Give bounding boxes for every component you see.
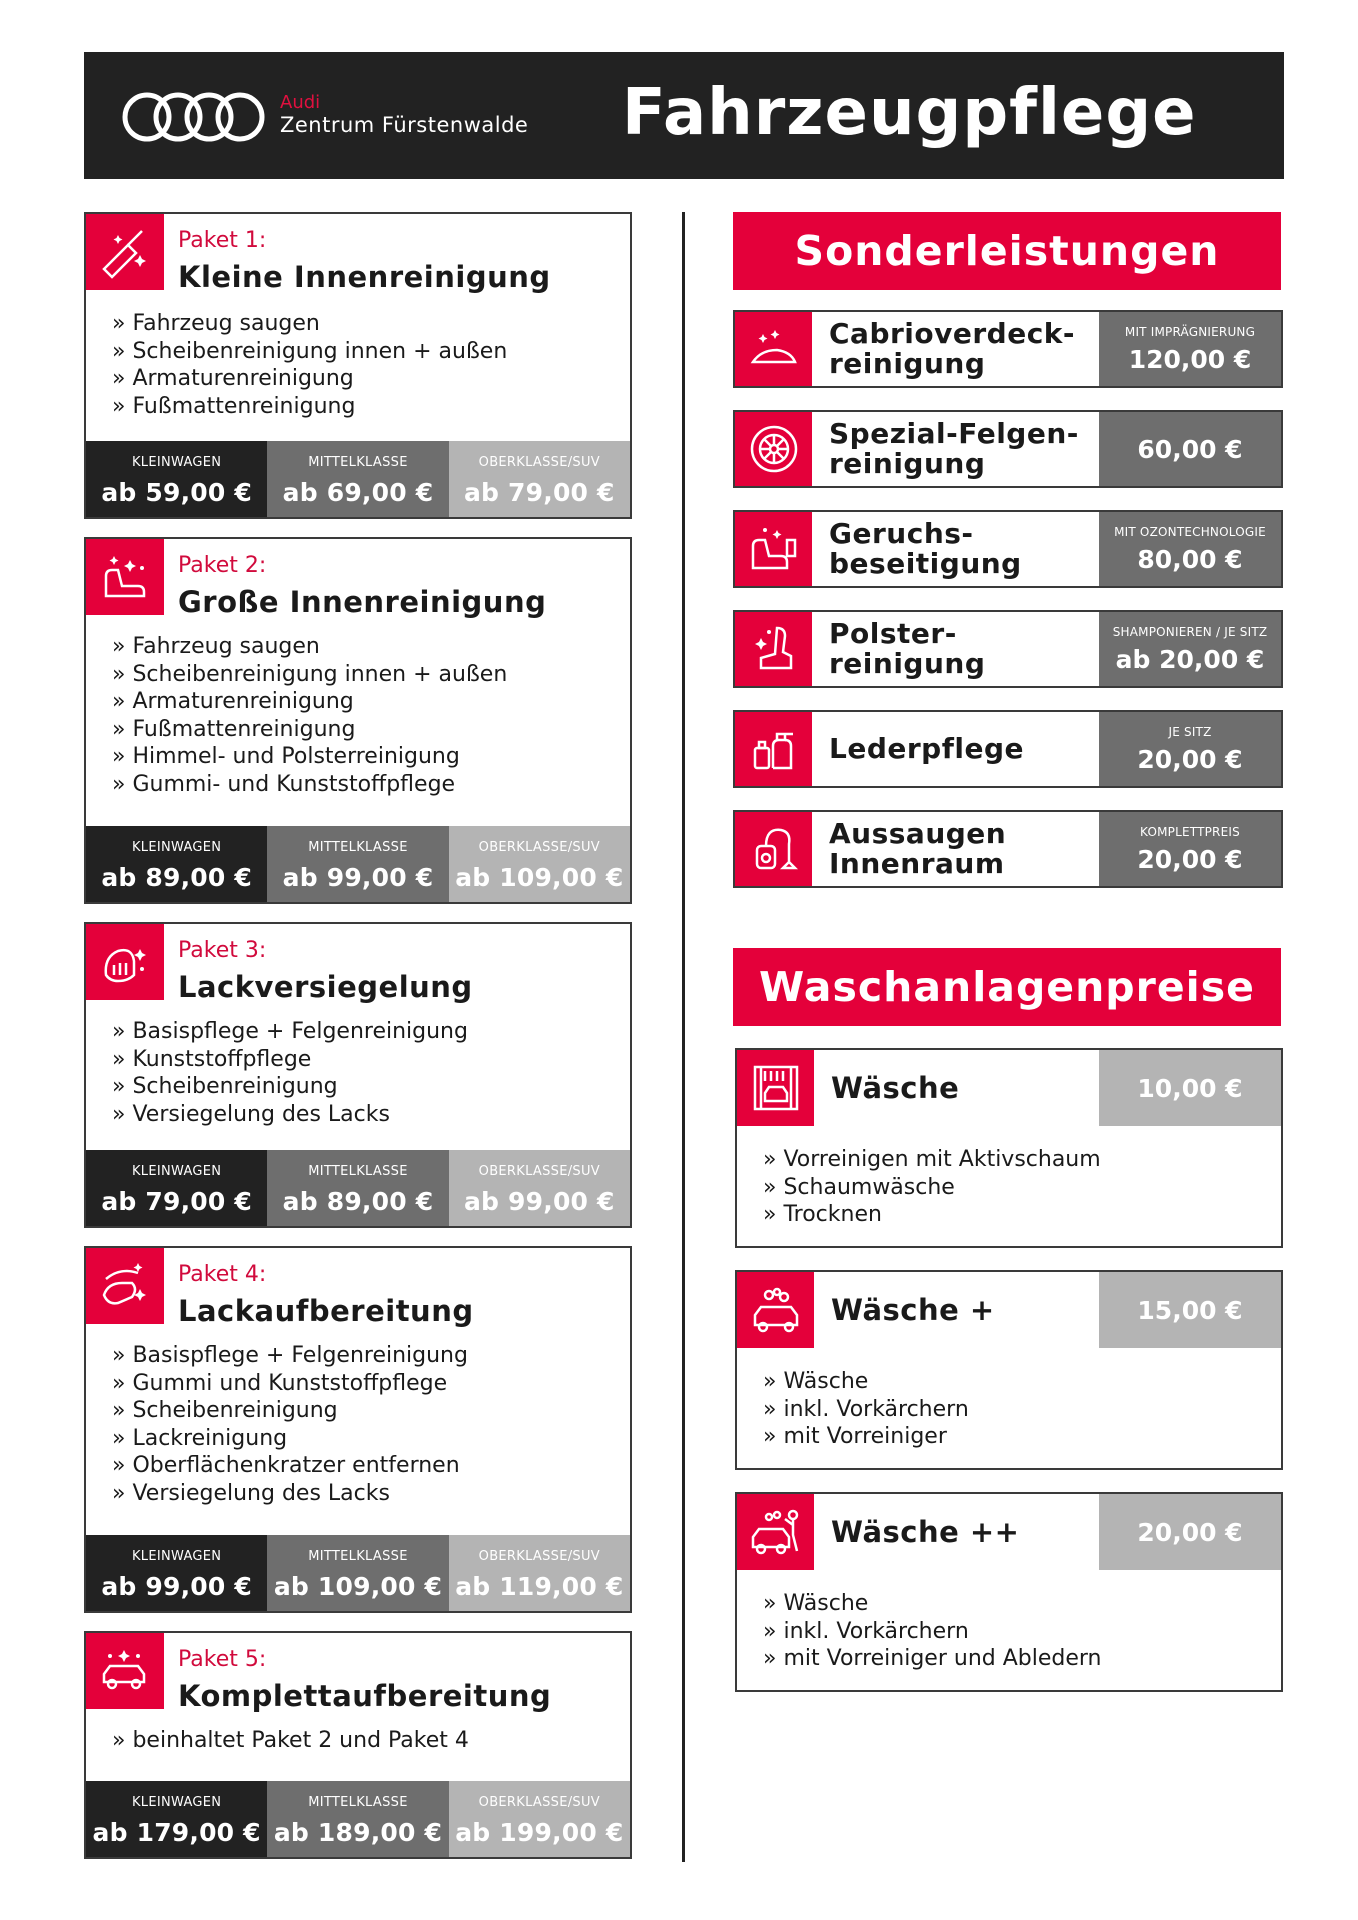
list-item: » Basispflege + Felgenreinigung [112,1343,468,1368]
price-value: ab 89,00 € [282,1187,434,1216]
price-row [86,1535,630,1611]
service-name-line2: beseitigung [829,547,1022,580]
paket-card-3 [84,922,632,1228]
service-name [829,712,1024,786]
price-label: KLEINWAGEN [131,1549,222,1564]
price-value: ab 189,00 € [273,1818,443,1847]
price-value: ab 179,00 € [92,1818,261,1847]
seat-icon [735,612,812,686]
list-item: » Lackreinigung [112,1425,288,1451]
list-item: » mit Vorreiniger [763,1424,947,1449]
list-item: » Versiegelung des Lacks [112,1101,390,1127]
price-value: 60,00 € [1137,434,1243,464]
service-price-box [1099,712,1281,786]
service-name-line2: reinigung [829,447,986,480]
paket-card-5 [84,1631,632,1859]
pressure-wash-icon [737,1494,814,1570]
wash-card-1 [735,1048,1283,1248]
wash-card-3 [735,1492,1283,1692]
price-label: KLEINWAGEN [131,1795,222,1810]
paket-card-1 [84,212,632,519]
wash-name: Wäsche ++ [831,1515,1020,1549]
paket-number: Paket 3: [178,938,267,963]
sparkling-car-icon [86,1633,164,1709]
list-item: » Fahrzeug saugen [112,634,320,659]
car-wash-icon [737,1050,814,1126]
price-row [86,1150,630,1226]
paket-number: Paket 1: [178,228,267,253]
service-name-line1: Spezial-Felgen- [829,417,1079,450]
vacuum-icon [735,812,812,886]
odor-removal-icon [735,512,812,586]
price-value: ab 99,00 € [463,1187,615,1216]
wash-price: 15,00 € [1099,1272,1281,1348]
price-oberklasse [449,1150,630,1226]
list-item: » Armaturenreinigung [112,366,354,391]
price-oberklasse [449,1535,630,1611]
list-item: » Himmel- und Polsterreinigung [112,744,460,769]
price-mittelklasse [267,1150,448,1226]
list-item: » Wäsche [763,1369,869,1394]
list-item: » Scheibenreinigung [112,1074,338,1099]
service-name-line1: Geruchs- [829,517,974,550]
header-banner [84,52,1284,179]
spray-bottle-icon [735,712,812,786]
list-item: » Trocknen [763,1202,882,1227]
price-label: OBERKLASSE/SUV [478,1164,600,1179]
paket-items [112,310,507,420]
price-value: ab 79,00 € [463,478,615,507]
hand-polish-icon [86,924,164,1000]
price-label: MITTELKLASSE [308,1795,408,1810]
price-mittelklasse [267,1781,448,1857]
service-name [829,312,1075,386]
paket-items [112,1018,468,1128]
list-item: » Fußmattenreinigung [112,393,356,419]
price-note: JE SITZ [1168,724,1212,739]
price-value: 80,00 € [1137,544,1243,574]
page-title: Fahrzeugpflege [622,76,1197,150]
price-value: ab 79,00 € [101,1187,252,1216]
wash-details [763,1590,1102,1673]
service-name [829,612,985,686]
price-oberklasse [449,1781,630,1857]
price-row [86,1781,630,1857]
brand-name: Audi [280,92,321,113]
price-label: MITTELKLASSE [308,1549,408,1564]
service-row-cabrio [733,310,1283,388]
price-label: KLEINWAGEN [131,455,222,470]
wash-price: 10,00 € [1099,1050,1281,1126]
window-cleaning-icon [86,214,164,290]
list-item: » Vorreinigen mit Aktivschaum [763,1147,1101,1172]
list-item: » Wäsche [763,1591,869,1616]
service-price-box [1099,412,1281,486]
price-kleinwagen [86,826,267,902]
foam-car-icon [737,1272,814,1348]
service-name [829,812,1006,886]
price-label: OBERKLASSE/SUV [478,1549,600,1564]
paket-items [112,1727,469,1755]
price-oberklasse [449,441,630,517]
paket-name: Große Innenreinigung [178,585,547,619]
list-item: » Gummi- und Kunststoffpflege [112,771,456,797]
interior-seat-icon [86,539,164,615]
price-value: ab 109,00 € [273,1572,443,1601]
price-label: OBERKLASSE/SUV [478,840,600,855]
paket-name: Kleine Innenreinigung [178,260,551,294]
price-label: MITTELKLASSE [308,840,408,855]
price-value: ab 109,00 € [455,863,624,892]
price-value: ab 119,00 € [455,1572,624,1601]
price-row [86,441,630,517]
list-item: » mit Vorreiniger und Abledern [763,1646,1102,1671]
paket-number: Paket 5: [178,1647,267,1672]
price-value: ab 99,00 € [101,1572,252,1601]
list-item: » Fahrzeug saugen [112,311,320,336]
list-item: » inkl. Vorkärchern [763,1618,969,1644]
price-label: KLEINWAGEN [131,840,222,855]
list-item: » Gummi und Kunststoffpflege [112,1370,448,1396]
price-label: KLEINWAGEN [131,1164,222,1179]
price-mittelklasse [267,1535,448,1611]
list-item: » Armaturenreinigung [112,689,354,714]
price-kleinwagen [86,441,267,517]
paket-name: Lackaufbereitung [178,1294,474,1328]
paket-number: Paket 4: [178,1262,267,1287]
service-price-box [1099,312,1281,386]
price-kleinwagen [86,1781,267,1857]
paket-items [112,1342,468,1507]
paket-name: Komplettaufbereitung [178,1679,552,1713]
brand-block [280,92,528,136]
price-value: ab 20,00 € [1115,644,1265,674]
wash-details [763,1368,969,1451]
price-value: ab 99,00 € [282,863,434,892]
wash-name: Wäsche [831,1071,960,1105]
service-price-box [1099,612,1281,686]
price-value: 120,00 € [1128,344,1252,374]
audi-rings-logo [122,90,267,144]
price-label: MITTELKLASSE [308,1164,408,1179]
price-value: ab 59,00 € [101,478,252,507]
price-label: OBERKLASSE/SUV [478,1795,600,1810]
convertible-top-icon [735,312,812,386]
service-row-aussaugen [733,810,1283,888]
list-item: » Oberflächenkratzer entfernen [112,1453,460,1478]
paket-card-4 [84,1246,632,1613]
price-note: MIT OZONTECHNOLOGIE [1114,524,1266,539]
price-note: MIT IMPRÄGNIERUNG [1124,324,1256,339]
brand-location: Zentrum Fürstenwalde [280,113,529,137]
price-kleinwagen [86,1535,267,1611]
list-item: » Scheibenreinigung innen + außen [112,338,508,364]
service-name [829,412,1079,486]
wheel-rim-icon [735,412,812,486]
price-value: 20,00 € [1137,844,1243,874]
wash-price: 20,00 € [1099,1494,1281,1570]
service-name-line1: Polster- [829,617,957,650]
paket-card-2 [84,537,632,904]
service-name-line2: Innenraum [829,847,1005,880]
service-row-leder [733,710,1283,788]
list-item: » Scheibenreinigung [112,1398,338,1423]
price-value: ab 69,00 € [282,478,434,507]
price-label: MITTELKLASSE [308,455,408,470]
service-name-line1: Lederpflege [829,732,1025,765]
price-value: ab 89,00 € [101,863,252,892]
service-name-line1: Cabrioverdeck- [829,317,1076,350]
list-item: » Scheibenreinigung innen + außen [112,661,508,687]
service-name-line2: reinigung [829,347,986,380]
list-item: » Fußmattenreinigung [112,716,356,742]
list-item: » Schaumwäsche [763,1174,955,1200]
column-divider [682,212,685,1862]
list-item: » Basispflege + Felgenreinigung [112,1019,468,1044]
service-row-polster [733,610,1283,688]
price-mittelklasse [267,441,448,517]
list-item: » Kunststoffpflege [112,1046,312,1072]
price-note: SHAMPONIEREN / JE SITZ [1112,624,1268,639]
price-value: ab 199,00 € [455,1818,624,1847]
price-oberklasse [449,826,630,902]
service-row-felgen [733,410,1283,488]
service-row-geruch [733,510,1283,588]
wash-card-2 [735,1270,1283,1470]
list-item: » Versiegelung des Lacks [112,1480,390,1506]
list-item: » beinhaltet Paket 2 und Paket 4 [112,1728,469,1753]
service-price-box [1099,512,1281,586]
price-mittelklasse [267,826,448,902]
section-title-waschanlage: Waschanlagenpreise [733,948,1281,1026]
section-title-sonderleistungen: Sonderleistungen [733,212,1281,290]
service-name-line2: reinigung [829,647,986,680]
wash-details [763,1146,1101,1229]
service-price-box [1099,812,1281,886]
list-item: » inkl. Vorkärchern [763,1396,969,1422]
service-name-line1: Aussaugen [829,817,1007,850]
price-row [86,826,630,902]
price-value: 20,00 € [1137,744,1243,774]
wash-name: Wäsche + [831,1293,995,1327]
paket-name: Lackversiegelung [178,970,473,1004]
service-name [829,512,1022,586]
price-note: KOMPLETTPREIS [1140,824,1240,839]
paket-items [112,633,507,798]
paket-number: Paket 2: [178,553,267,578]
price-label: OBERKLASSE/SUV [478,455,600,470]
price-kleinwagen [86,1150,267,1226]
polish-sponge-icon [86,1248,164,1324]
